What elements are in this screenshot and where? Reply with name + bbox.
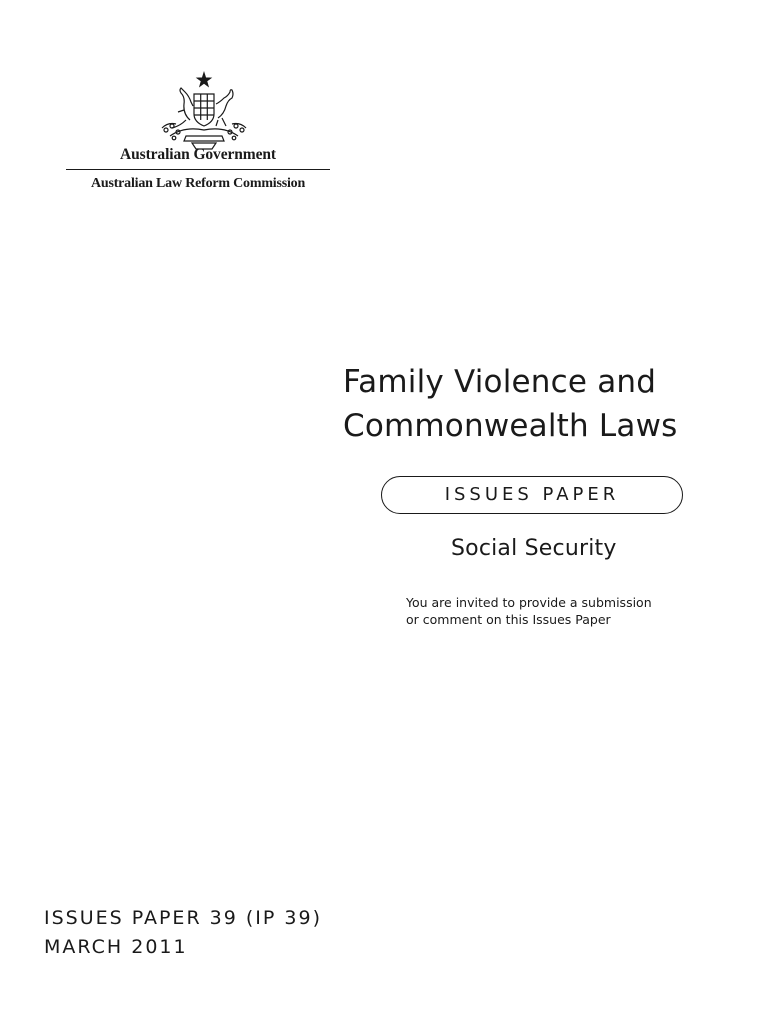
invitation-line-1: You are invited to provide a submission xyxy=(406,595,652,610)
coat-of-arms-icon xyxy=(150,70,258,152)
title-line-1: Family Violence and xyxy=(343,364,657,400)
paper-number: ISSUES PAPER 39 (IP 39) xyxy=(44,907,322,929)
document-subject: Social Security xyxy=(451,536,617,561)
commission-name: Australian Law Reform Commission xyxy=(90,176,306,191)
invitation-line-2: or comment on this Issues Paper xyxy=(406,612,611,627)
submission-invitation xyxy=(406,594,652,628)
issues-paper-badge: ISSUES PAPER xyxy=(381,476,683,514)
publication-info xyxy=(44,904,322,962)
government-header xyxy=(66,146,330,192)
title-line-2: Commonwealth Laws xyxy=(343,408,678,444)
publication-date: MARCH 2011 xyxy=(44,936,188,958)
government-name: Australian Government xyxy=(66,146,330,170)
document-title xyxy=(343,360,678,448)
